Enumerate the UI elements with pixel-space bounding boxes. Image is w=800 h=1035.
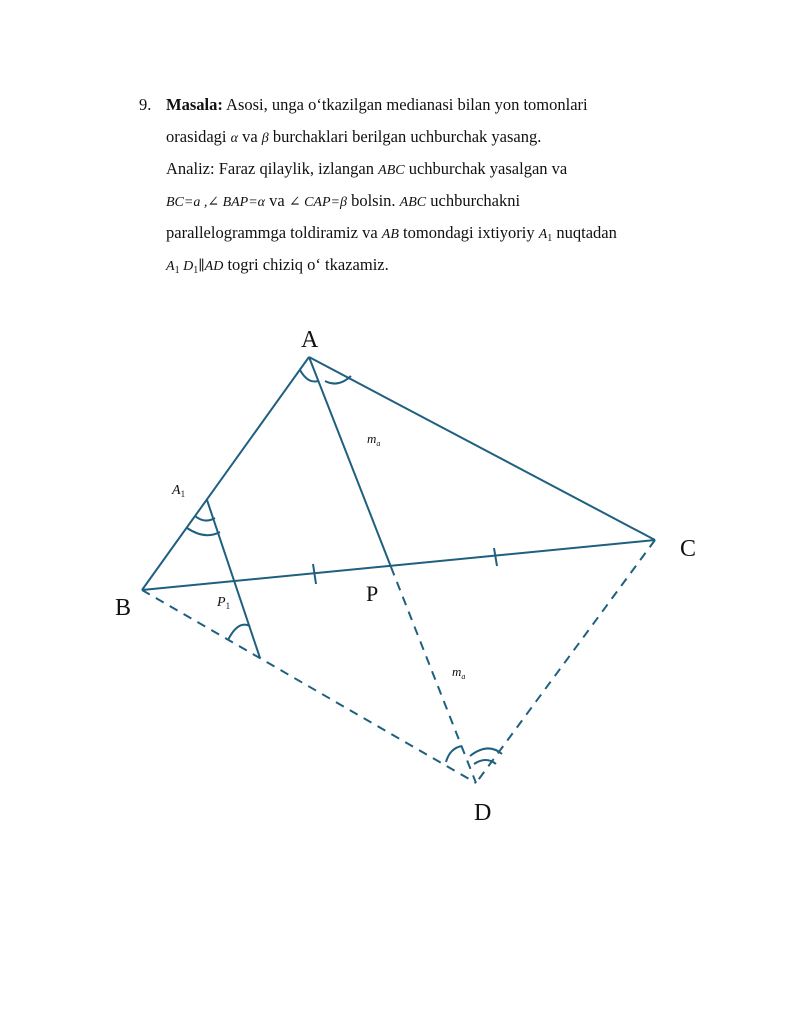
label-a: A [301,327,319,353]
line5-text-b: tomondagi ixtiyoriy [403,223,535,242]
beta-symbol: β [261,131,269,146]
line6-text-b: togri chiziq o‘ tkazamiz. [227,255,389,274]
angle-arc-a1-outer [187,528,220,535]
label-median-bottom: $m_a$ [452,664,466,681]
label-p: P [366,581,379,606]
side-cd [476,540,655,783]
va-word: va [242,127,258,146]
line3-text-b: uchburchak yasalgan va [408,159,568,178]
line5-text-c: nuqtadan [556,223,617,242]
line3-text-a: Analiz: Faraz qilaylik, izlangan [166,159,375,178]
label-a1: $A_1$ [172,483,186,499]
label-c: C [680,536,697,562]
alpha-symbol: α [230,131,238,146]
angle-arc-d-outer [470,748,502,756]
label-median-top: $m_a$ [367,431,381,448]
line4-text-b: bolsin. [351,191,396,210]
side-ac [309,357,655,540]
angle-arc-d1 [228,625,250,640]
angle-arc-d-left [446,746,462,762]
problem-number: 9. [139,95,152,114]
label-b: B [115,595,132,621]
line2-text-a: orasidagi [166,127,227,146]
ab-symbol: AB [381,227,399,242]
va-word-2: va [269,191,285,210]
tick-mark-pc [494,548,497,566]
label-p1: $P_1$ [217,595,231,611]
label-d: D [474,800,492,826]
median-ap [309,357,391,567]
a1-symbol: $A_1$ [538,227,553,244]
side-bc [142,540,655,590]
a1d1-parallel-ad: $A_1$ $D_1\parallel AD$ [166,259,224,276]
abc-symbol: ABC [378,163,405,178]
line4-text-c: uchburchakni [430,191,521,210]
abc-symbol-2: ABC [399,195,427,210]
figure-lines [142,357,655,783]
condition-cap: ∠ CAP=β [288,195,347,210]
problem-heading: Masala: [166,95,223,114]
line2-text-b: burchaklari berilgan uchburchak yasang. [272,127,542,146]
line1-text: Asosi, unga o‘tkazilgan medianasi bilan yon tomonlari [226,95,588,114]
side-bd [142,590,476,783]
condition-bap: BC=a ,∠ BAP=α [166,195,266,210]
line5-text-a: parallelogrammga toldiramiz va [166,223,378,242]
